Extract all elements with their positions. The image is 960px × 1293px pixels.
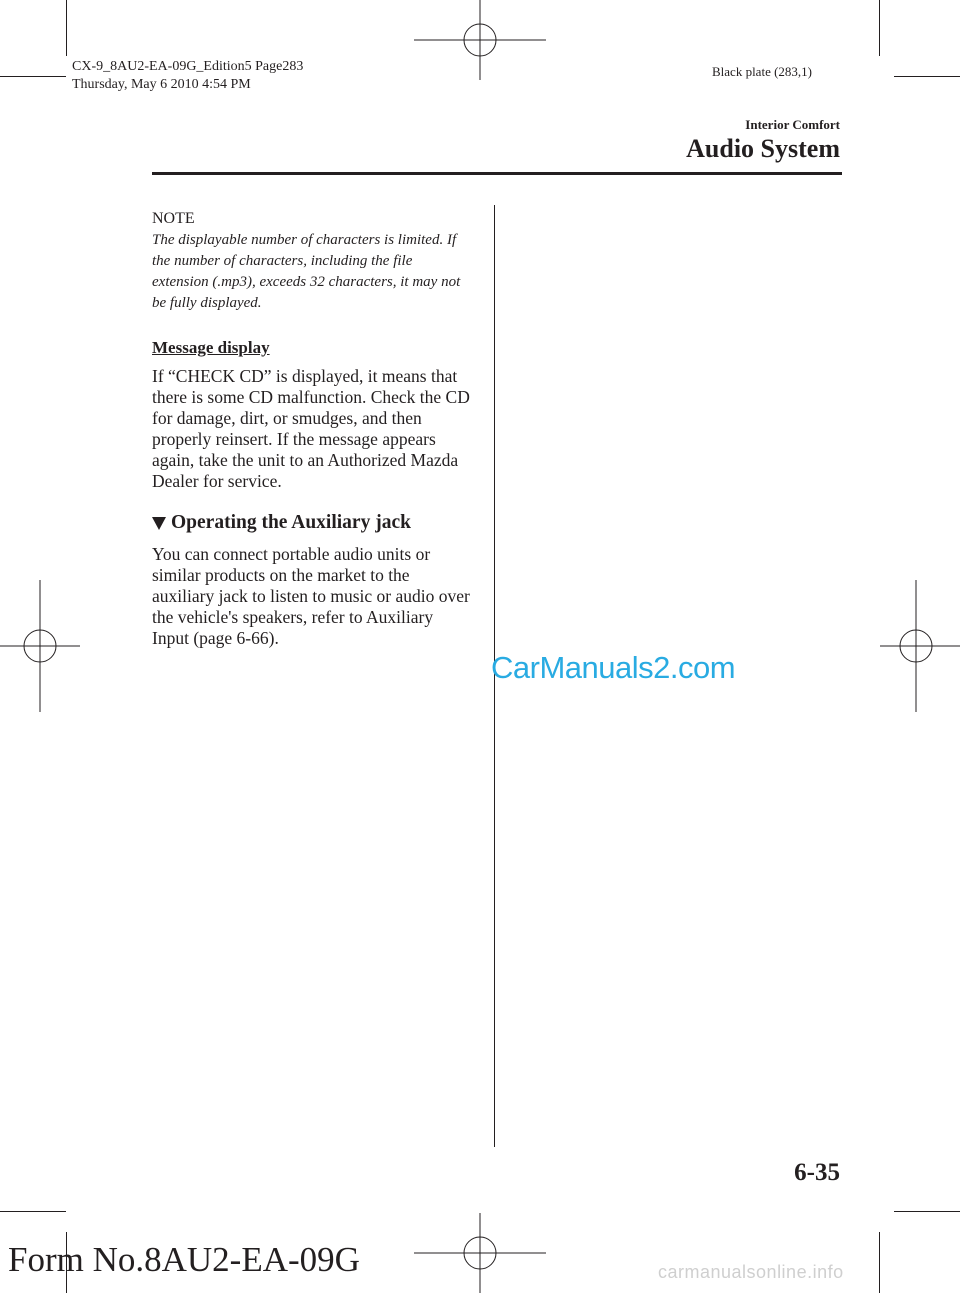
plate-label: Black plate (283,1): [712, 64, 812, 79]
page-number: 6-35: [794, 1159, 840, 1186]
registration-mark-top: [414, 0, 546, 80]
print-info: [72, 58, 303, 94]
page-title: Audio System: [686, 134, 840, 163]
message-display-heading: Message display: [152, 338, 270, 357]
registration-mark-bottom: [414, 1213, 546, 1293]
registration-mark-right: [880, 580, 960, 712]
note-heading: NOTE: [152, 210, 195, 227]
form-number: Form No.8AU2-EA-09G: [8, 1240, 360, 1279]
registration-mark-left: [0, 580, 80, 712]
note-body: The displayable number of characters is limited. If the number of characters, including the file extension (.mp3), exceeds 32 characters, it may not be fully displayed.: [152, 232, 461, 311]
aux-jack-body: You can connect portable audio units or similar products on the market to the auxiliary jack to listen to music or audio over the vehicle's speakers, refer to Auxiliary Input (page 6-66).: [152, 544, 470, 648]
print-file-line: CX-9_8AU2-EA-09G_Edition5 Page283: [72, 59, 304, 74]
triangle-bullet-icon: [152, 517, 166, 530]
site-watermark: carmanualsonline.info: [658, 1262, 844, 1282]
message-display-body: If “CHECK CD” is displayed, it means that there is some CD malfunction. Check the CD for damage, dirt, or smudges, and then properly reinsert. If the message appears again, take the unit to an Authorized Mazda Dealer for service.: [152, 366, 470, 491]
aux-jack-heading-text: Operating the Auxiliary jack: [171, 512, 411, 533]
aux-jack-heading: [152, 512, 472, 534]
left-column: [152, 210, 472, 649]
watermark-carmanuals: CarManuals2.com: [491, 650, 736, 685]
print-date-line: Thursday, May 6 2010 4:54 PM: [72, 77, 251, 92]
header-rule: [152, 172, 842, 175]
section-label: Interior Comfort: [745, 117, 840, 132]
